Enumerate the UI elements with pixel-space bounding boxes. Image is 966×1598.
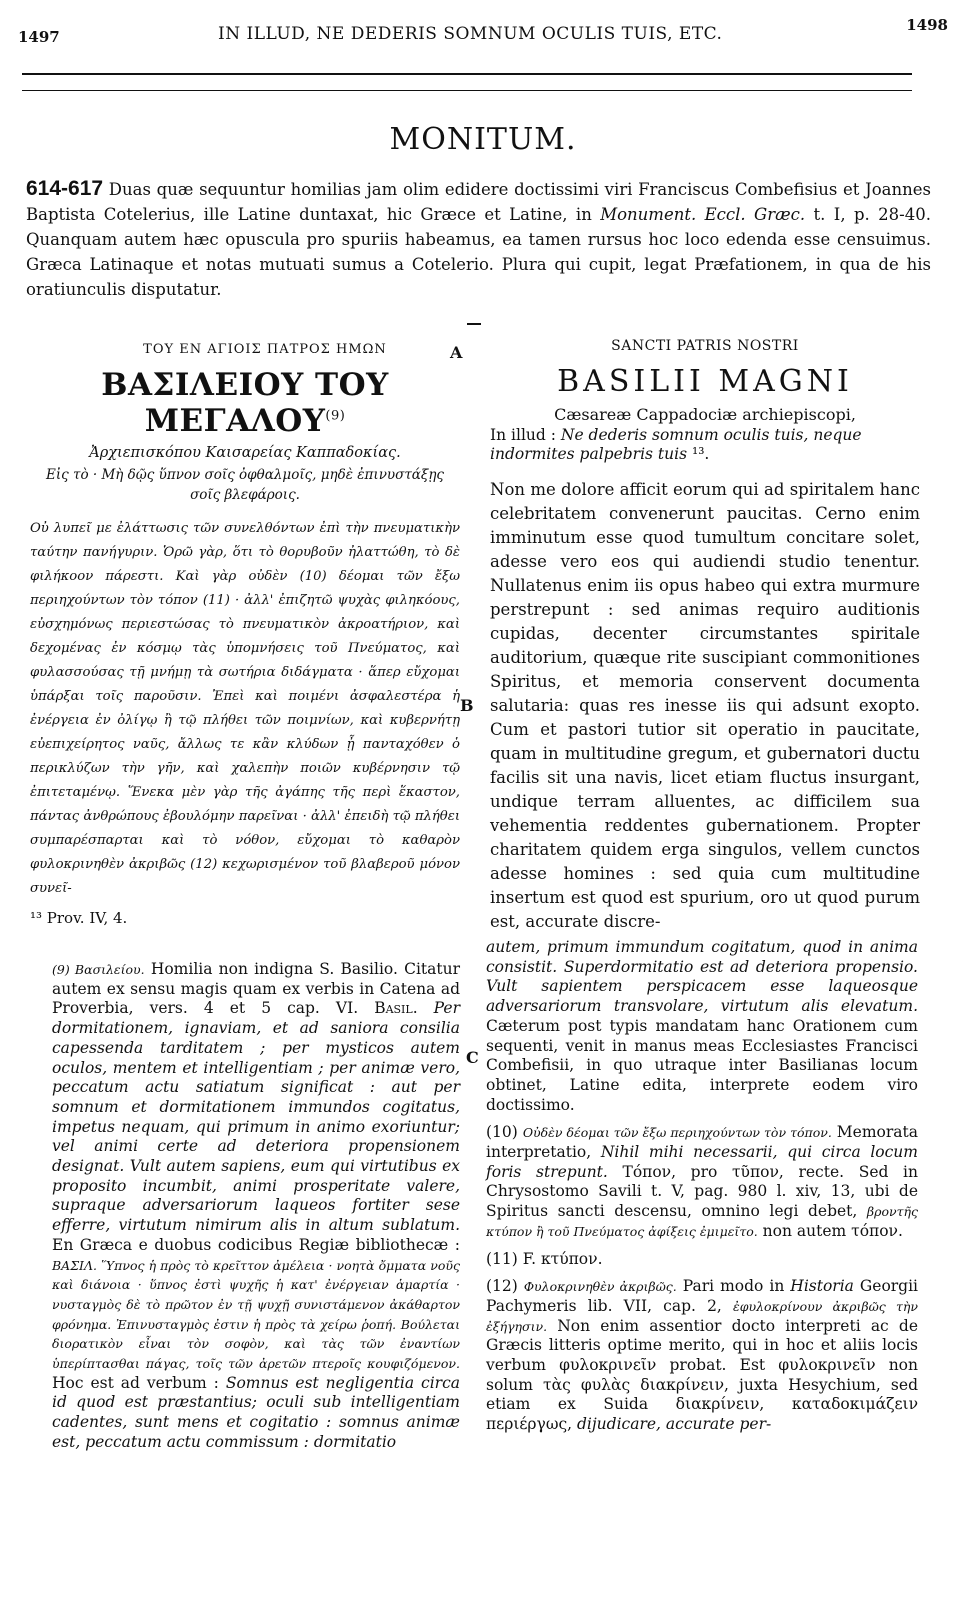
latin-subtitle: Cæsareæ Cappadociæ archiepiscopi, [554, 405, 856, 424]
latin-title-note: ¹³. [687, 445, 710, 463]
latin-small-title: SANCTI PATRIS NOSTRI [611, 338, 799, 354]
monitum-text [26, 176, 931, 302]
note-10-text-2: Τόπον, pro τῦπον, recte. Sed in Chrysostomo Savili t. V, pag. 980 l. xiv, 13, ubi de Spiritus sancti descensu, omnino legi debet, [486, 1162, 918, 1221]
greek-body-text: Οὐ λυπεῖ με ἐλάττωσις τῶν συνελθόντων ἐπὶ τὴν πνευματικὴν ταύτην πανήγυριν. Ὁρῶ γὰρ, ὅτι τὸ θορυβοῦν ἠλαττώθη, τὸ δὲ φιλήκοον πάρεστι. Καὶ γὰρ οὐδὲν (10) δέομαι τῶν ἔξω περιηχούντων τὸν τόπον (11) · ἀλλ' ἐπιζητῶ ψυχὰς φιληκόους, εὐσχημόνως περιεστώσας τὸ πνευματικὸν ἀκροατήριον, καὶ δεχομένας ἐν κόσμῳ τὰς ὑπομνήσεις τοῦ Πνεύματος, καὶ φυλασσούσας τῇ μνήμῃ τὰ σωτήρια διδάγματα · ἅπερ εὔχομαι ὑπάρξαι τοῖς παροῦσιν. Ἐπεὶ καὶ ποιμένι ἀσφαλεστέρα ἡ ἐνέργεια ἐν ὀλίγῳ ἢ τῷ πλήθει τῶν ποιμνίων, καὶ κυβερνήτῃ εὐεπιχείρητος ναῦς, ἄλλως τε κἂν κλύδων ᾖ πανταχόθεν ὁ περικλύζων τὴν γῆν, καὶ χαλεπὴν ποιῶν κυβέρνησιν τῷ ἐπιτεταμένῳ. Ἕνεκα μὲν γὰρ τῆς ἀγάπης τῆς περὶ ἕκαστον, πάντας ἀνθρώπους ἐβουλόμην παρεῖναι · ἀλλ' ἐπειδὴ τῷ πλήθει συμπαρέσπαρται καὶ τὸ νόθον, εὔχομαι τὸ καθαρὸν φυλοκρινηθὲν ἀκριβῶς (12) κεχωρισμένον τοῦ βλαβεροῦ μόνον συνεῖ- [30, 521, 460, 896]
header-rule-thin [22, 90, 912, 91]
monitum-ref: Monument. Eccl. Græc. [600, 205, 806, 224]
note-9-label: (9) Βασιλείου. [52, 962, 145, 977]
note-10-text-1: Memorata interpretatio, [486, 1123, 919, 1162]
note-9-italic-1: Per dormitationem, ignaviam, et ad saniora consilia capessenda tarditatem ; per mysticos autem oculos, mentem et intelligentiam ; per animæ vero, peccatum actu satiatum significat : aut per somnum et dormitationem immundos cogitatus, impetus nequam, qui primum in animo exoriuntur; vel animi certe ad deteriora propensionem designat. Vult autem sapiens, eum qui virtutibus ex proposito incumbit, animi prosperitate valere, supraque adversariorum laqueos fortiter sese efferre, virtutum nimirum alis in altum sublatum. [52, 999, 460, 1235]
note-9-text-3: Hoc est ad verbum : [52, 1373, 226, 1392]
note-12-label: (12) [486, 1277, 524, 1296]
note-9-italic-2: Somnus est negligentia circa id quod est præstantius; oculi sub intelligentiam cadentes, sunt mens et cogitatio : somnus animæ est, peccatum actu commissum : dormitatio [52, 1373, 460, 1451]
greek-big-title-text: ΒΑΣΙΛΕΙΟΥ ΤΟΥ ΜΕΓΑΛΟΥ [101, 367, 389, 439]
page-number-left: 1497 [18, 28, 60, 46]
greek-subtitle: Ἀρχιεπισκόπου Καισαρείας Καππαδοκίας. [89, 445, 401, 461]
page-number-right: 1498 [906, 16, 948, 34]
note-9-text-1: Homilia non indigna S. Basilio. Citatur autem ex sensu magis quam ex verbis in Catena ad Proverbia, vers. 4 et 5 cap. VI. [52, 960, 461, 1018]
monitum-title: MONITUM. [389, 122, 577, 157]
marker-b: B [460, 696, 474, 715]
note-12-italic-2: dijudicare, accurate per- [577, 1415, 772, 1434]
note-12-greek: Φυλοκρινηθὲν ἀκριβῶς. [523, 1279, 677, 1295]
latin-homily-title [490, 426, 920, 464]
column-number: 614-617 [26, 177, 104, 200]
note-12-greek-2: ἐφυλοκρίνουν ἀκριβῶς τὴν ἐξήγησιν. [486, 1298, 918, 1334]
note-9-cont-text: Cæterum post typis mandatam hanc Orationem cum sequenti, venit in manus meas Ecclesiastes Francisci Combefisii, in quo utraque inter Basilianas locum obtinet, Latine edita, interprete eodem viro doctissimo. [486, 1016, 918, 1114]
note-9 [52, 960, 460, 1453]
header-rule [22, 73, 912, 75]
notes-left-column [52, 960, 460, 1461]
note-12 [486, 1277, 918, 1435]
latin-title-italic: Ne dederis somnum oculis tuis, neque indormites palpebris tuis [490, 426, 862, 463]
greek-small-title: ΤΟΥ ΕΝ ΑΓΙΟΙΣ ΠΑΤΡΟΣ ΗΜΩΝ [143, 342, 387, 357]
scripture-footnote: ¹³ Prov. IV, 4. [30, 909, 128, 927]
running-title: IN ILLUD, NE DEDERIS SOMNUM OCULIS TUIS, ETC. [218, 24, 723, 44]
note-12-text-1: Pari modo in [676, 1277, 791, 1296]
note-12-text-3: Non enim assentior docto interpreti ac de Græcis litteris optime merito, qui in hoc et aliis locis verbum φυλοκρινεῖν probat. Est φυλοκρινεῖν non solum τὰς φυλὰς διακρίνειν, juxta Hesychium, sed etiam ex Suida διακρίνειν, καταδοκιμάζειν περιέργως, [486, 1316, 918, 1434]
note-9-greek: ΒΑΣΙΛ. Ὕπνος ἡ πρὸς τὸ κρεῖττον ἀμέλεια · νοητὰ ὄμματα νοῦς καὶ διάνοια · ὕπνος ἐστὶ ψυχῆς ἡ κατ' ἐνέργειαν ἁμαρτία · νυσταγμὸς δὲ τὸ πρῶτον ἐν τῇ ψυχῇ συνιστάμενον ἀκάθαρτον φρόνημα. Ἐπινυσταγμὸς ἐστιν ἡ πρὸς τὰ χείρω ῥοπή. Βούλεται διορατικὸν εἶναι τὸν σοφὸν, καὶ τὰς τῶν ἐναντίων ὑπερίπτασθαι πάγας, τοῖς τῶν ἀρετῶν πτεροῖς κουφιζόμενον. [52, 1257, 460, 1372]
section-dash [467, 323, 481, 325]
greek-title-note: (9) [325, 408, 346, 424]
monitum-text-2: t. I, p. 28-40. Quanquam autem hæc opuscula pro spuriis habeamus, ea tamen rursus hoc loco edenda esse censuimus. Græca Latinaque et notas mutuati sumus a Cotelerio. Plura qui cupit, legat Præfationem, in qua de his oratiunculis disputatur. [26, 205, 931, 299]
latin-title-lead: In illud : [490, 426, 561, 444]
note-9-continued [486, 938, 918, 1115]
note-9-cont-italic: autem, primum immundum cogitatum, quod in anima consistit. Superdormitatio est ad deteriora propensio. Vult sapientem perspicacem esse laqueosque adversariorum transvolare, virtutum alis elevatum. [486, 938, 918, 1016]
note-10-greek-2: βροντῆς κτύπον ἢ τοῦ Πνεύματος ἀφίξεις ἐμιμεῖτο. [486, 1204, 918, 1239]
note-11: (11) F. κτύπον. [486, 1249, 603, 1268]
latin-big-title: BASILII MAGNI [557, 364, 853, 399]
marker-a: A [450, 343, 463, 362]
note-10-text-3: non autem τόπον. [757, 1221, 903, 1240]
note-9-basil: Basil. [374, 999, 418, 1018]
note-10-greek: Οὐδὲν δέομαι τῶν ἔξω περιηχούντων τὸν τόπον. [522, 1125, 832, 1141]
notes-right-column [486, 938, 918, 1443]
latin-column [490, 338, 920, 934]
running-header [18, 16, 948, 56]
greek-column [30, 342, 463, 927]
greek-big-title [30, 367, 460, 439]
note-10-italic: Nihil mihi necessarii, qui circa locum foris strepunt. [486, 1143, 918, 1181]
note-12-text-2: Georgii Pachymeris lib. VII, cap. 2, [486, 1277, 919, 1315]
note-10-label: (10) [486, 1123, 523, 1142]
marker-c: C [466, 1048, 479, 1067]
monitum-text-1: Duas quæ sequuntur homilias jam olim edidere doctissimi viri Franciscus Combefisius et Joannes Baptista Cotelerius, ille Latine duntaxat, hic Græce et Latine, in [26, 180, 931, 224]
note-10 [486, 1123, 918, 1241]
note-9-text-2: En Græca e duobus codicibus Regiæ bibliothecæ : [52, 1235, 460, 1254]
greek-homily-title: Εἰς τὸ · Μὴ δῷς ὕπνον σοῖς ὀφθαλμοῖς, μηδὲ ἐπινυστάξῃς σοῖς βλεφάροις. [45, 467, 444, 503]
note-12-italic: Historia [790, 1277, 854, 1296]
latin-body-text: Non me dolore afficit eorum qui ad spiritalem hanc celebritatem convenerunt paucitas. Cerno enim imminutum esse quod tumultum concitare solet, adesse vero eos qui audiendi studio tenentur. Nullatenus enim iis opus habeo qui extra murmure perstrepunt : sed animas requiro auditionis cupidas, decenter circumstantes spiritale auditorium, quæque rite suscipiant commonitiones Spiritus, et memoria conservent documenta salutaria: quas res inesse iis qui adsunt exopto. Cum et pastori tutior sit operatio in paucitate, quam in multitudine gregum, et gubernatori ductu facilis sit una navis, licet etiam fluctus insurgant, undique terram alluentes, ac difficilem sua vehementia reddentes gubernationem. Propter charitatem quidem erga singulos, vellem cunctos adesse homines : sed quia cum multitudine insertum est quod est spurium, oro ut quod purum est, accurate discre- [490, 480, 920, 931]
